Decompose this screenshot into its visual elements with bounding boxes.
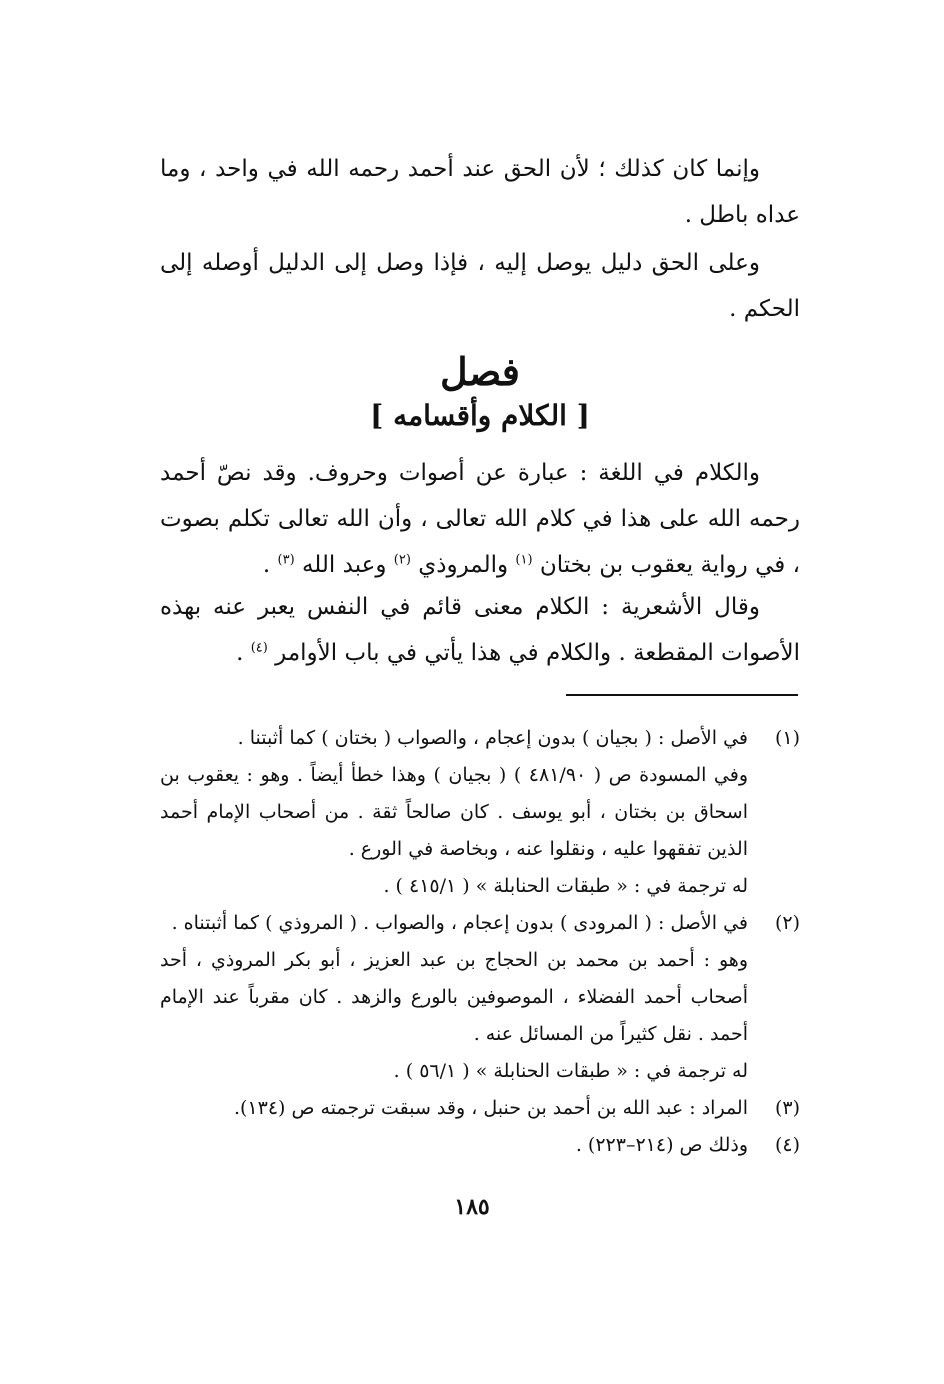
footnote-line: وهو : أحمد بن محمد بن الحجاج بن عبد العزيز ، أبو بكر المروذي ، أحد أصحاب أحمد الفضلاء ، الموصوفين بالورع والزهد . كان مقرباً عند الإمام أحمد . نقل كثيراً من المسائل عنه . [160,949,748,1045]
footnote-3 [160,1090,800,1127]
paragraph-4 [160,584,800,676]
footnote-ref-1[interactable]: (١) [515,552,533,568]
footnote-ref-2[interactable]: (٢) [393,552,411,568]
footnote-line: له ترجمة في : « طبقات الحنابلة » ( ٤١٥/١ ) . [383,875,748,897]
paragraph-3-text-d: . [262,552,271,578]
paragraph-3-text-c: وعبد الله [301,552,387,578]
footnotes [160,720,800,1164]
section-heading: فصل [440,349,520,394]
paragraph-1 [160,146,800,238]
paragraph-4-text-b: . [236,640,244,666]
paragraph-4-text-a: وقال الأشعرية : الكلام معنى قائم في النفس يعبر عنه بهذه الأصوات المقطعة . والكلام في هذا يأتي في باب الأوامر [160,594,800,666]
footnote-2 [160,905,800,1090]
footnote-ref-3[interactable]: (٣) [277,552,295,568]
section-subheading: [ الكلام وأقسامه ] [370,399,590,432]
paragraph-2-text: وعلى الحق دليل يوصل إليه ، فإذا وصل إلى الدليل أوصله إلى الحكم . [160,250,800,322]
footnote-number: (٤) [774,1134,800,1156]
paragraph-3-text-a: والكلام في اللغة : عبارة عن أصوات وحروف. وقد نصّ أحمد رحمه الله على هذا في كلام الله تعالى ، وأن الله تعالى تكلم بصوت ، في رواية يعقوب بن بختان [160,460,800,578]
footnote-number: (٢) [774,912,800,934]
footnote-line: وذلك ص (٢١٤–٢٢٣) . [575,1134,748,1156]
footnote-divider [566,694,798,696]
footnote-line: له ترجمة في : « طبقات الحنابلة » ( ٥٦/١ ) . [393,1060,748,1082]
page-number: ١٨٥ [454,1194,490,1220]
footnote-number: (١) [774,727,800,749]
footnote-ref-4[interactable]: (٤) [250,640,268,656]
paragraph-3-text-b: والمروذي [418,552,509,578]
footnote-line: المراد : عبد الله بن أحمد بن حنبل ، وقد سبقت ترجمته ص (١٣٤). [233,1097,748,1119]
paragraph-2 [160,240,800,332]
footnote-number: (٣) [774,1097,800,1119]
footnote-4 [160,1127,800,1164]
paragraph-3 [160,450,800,588]
footnote-line: في الأصل : ( المرودى ) بدون إعجام ، والصواب . ( المروذي ) كما أثبتناه . [171,912,748,934]
footnote-line: وفي المسودة ص ( ٤٨١/٩٠ ) ( بجيان ) وهذا خطأ أيضاً . وهو : يعقوب بن اسحاق بن بختان ، أبو يوسف . كان صالحاً ثقة . من أصحاب الإمام أحمد الذين تفقهوا عليه ، ونقلوا عنه ، وبخاصة في الورع . [160,764,748,860]
paragraph-1-text: وإنما كان كذلك ؛ لأن الحق عند أحمد رحمه الله في واحد ، وما عداه باطل . [160,156,800,228]
footnote-line: في الأصل : ( بجيان ) بدون إعجام ، والصواب ( بختان ) كما أثبتنا . [237,727,748,749]
footnote-1 [160,720,800,905]
